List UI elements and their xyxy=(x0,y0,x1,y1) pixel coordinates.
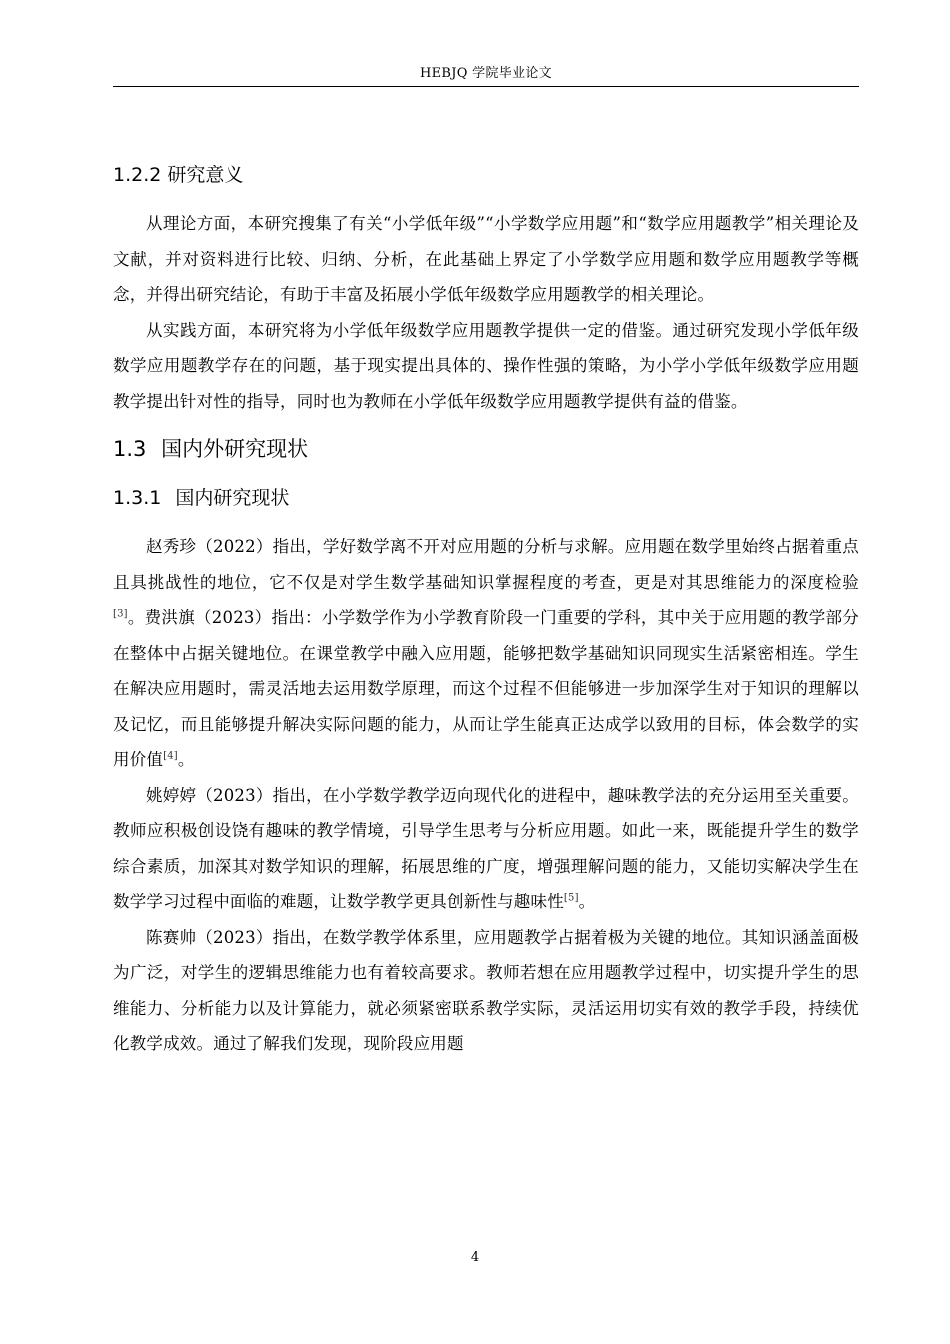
heading-title: 国内外研究现状 xyxy=(161,437,309,461)
heading-number: 1.3 xyxy=(113,437,147,461)
heading-title: 国内研究现状 xyxy=(175,487,290,509)
paragraph-text: 赵秀珍（2022）指出，学好数学离不开对应用题的分析与求解。应用题在数学里始终占据着重点且具挑战性的地位，它不仅是对学生数学基础知识掌握程度的考查，更是对其思维能力的深度检验 xyxy=(113,537,859,592)
paragraph-text: 姚婷婷（2023）指出，在小学数学教学迈向现代化的进程中，趣味教学法的充分运用至关重要。教师应积极创设饶有趣味的教学情境，引导学生思考与分析应用题。如此一来，既能提升学生的数学综合素质，加深其对数学知识的理解，拓展思维的广度，增强理解问题的能力，又能切实解决学生在数学学习过程中面临的难题，让数学教学更具创新性与趣味性 xyxy=(113,785,859,911)
heading-number: 1.3.1 xyxy=(113,487,162,509)
paragraph-practice: 从实践方面，本研究将为小学低年级数学应用题教学提供一定的借鉴。通过研究发现小学低年级数学应用题教学存在的问题，基于现实提出具体的、操作性强的策略，为小学小学低年级数学应用题教学提出针对性的指导，同时也为教师在小学低年级数学应用题教学提供有益的借鉴。 xyxy=(113,320,859,411)
paragraph-yao xyxy=(113,778,859,920)
heading-title: 研究意义 xyxy=(167,164,244,186)
header-rule xyxy=(113,86,859,87)
page-number: 4 xyxy=(470,1250,480,1265)
paragraph-theory: 从理论方面，本研究搜集了有关“小学低年级”“小学数学应用题”和“数学应用题教学”相关理论及文献，并对资料进行比较、归纳、分析，在此基础上界定了小学数学应用题和数学应用题教学等概念，并得出研究结论，有助于丰富及拓展小学低年级数学应用题教学的相关理论。 xyxy=(113,214,859,304)
heading-1-3 xyxy=(113,433,859,465)
citation-ref: [4] xyxy=(163,750,178,762)
heading-1-3-1 xyxy=(113,483,859,513)
paragraph-chen: 陈赛帅（2023）指出，在数学教学体系里，应用题教学占据着极为关键的地位。其知识涵盖面极为广泛，对学生的逻辑思维能力也有着较高要求。教师若想在应用题教学过程中，切实提升学生的思维能力、分析能力以及计算能力，就必须紧密联系教学实际，灵活运用切实有效的教学手段，持续优化教学成效。通过了解我们发现，现阶段应用题 xyxy=(113,927,859,1053)
page-body xyxy=(113,160,859,1062)
running-header: HEBJQ 学院毕业论文 xyxy=(420,66,552,81)
citation-ref: [3] xyxy=(113,608,128,620)
paragraph-text: 。费洪旗（2023）指出：小学数学作为小学教育阶段一门重要的学科，其中关于应用题的教学部分在整体中占据关键地位。在课堂教学中融入应用题，能够把数学基础知识同现实生活紧密相连。学生在解决应用题时，需灵活地去运用数学原理，而这个过程不但能够进一步加深学生对于知识的理解以及记忆，而且能够提升解决实际问题的能力，从而让学生能真正达成学以致用的目标，体会数学的实用价值 xyxy=(113,608,859,769)
heading-number: 1.2.2 xyxy=(113,164,162,186)
paragraph-zhao-fei xyxy=(113,529,859,778)
paragraph-text: 。 xyxy=(177,750,195,769)
citation-ref: [5] xyxy=(563,892,579,904)
heading-1-2-2 xyxy=(113,160,859,190)
paragraph-text: 。 xyxy=(578,892,596,911)
